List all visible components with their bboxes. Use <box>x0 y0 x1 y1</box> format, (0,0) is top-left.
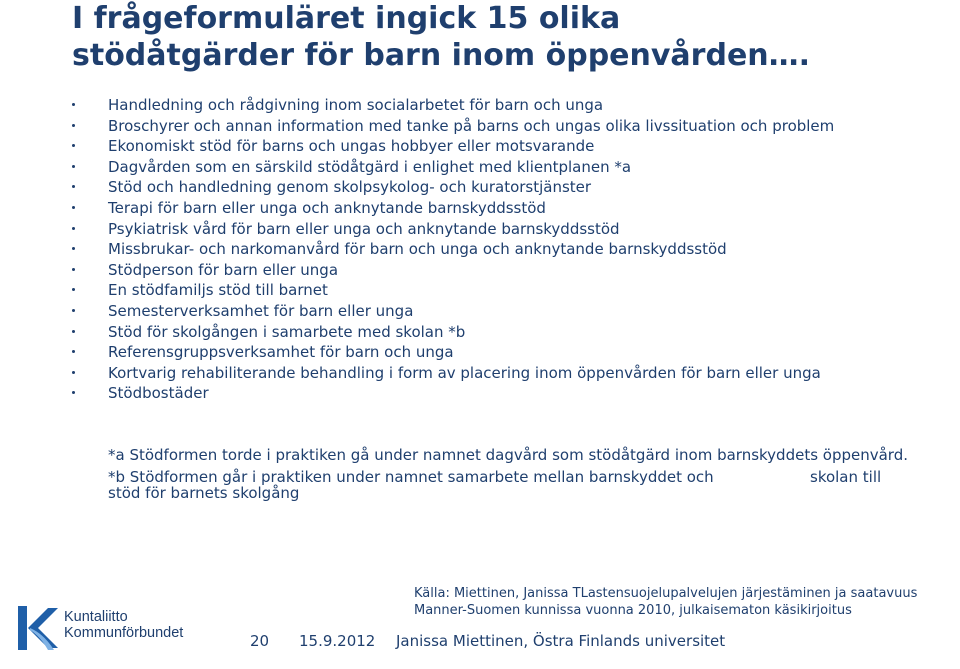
footer-author: Janissa Miettinen, Östra Finlands universitet <box>396 632 726 650</box>
footnote-a: *a Stödformen torde i praktiken gå under namnet dagvård som stödåtgärd inom barnskyddets öppenvård. <box>108 446 908 464</box>
page-number: 20 <box>250 632 270 650</box>
list-item: Terapi för barn eller unga och anknytande barnskyddsstöd <box>72 200 902 216</box>
list-item: Ekonomiskt stöd för barns och ungas hobbyer eller motsvarande <box>72 138 902 154</box>
bullet-icon <box>72 165 75 168</box>
title-line-1: I frågeformuläret ingick 15 olika <box>72 1 621 36</box>
list-item: Broschyrer och annan information med tanke på barns och ungas olika livssituation och problem <box>72 118 902 134</box>
list-item: Semesterverksamhet för barn eller unga <box>72 303 902 319</box>
page-title <box>72 0 810 74</box>
bullet-icon <box>72 330 75 333</box>
list-item: Kortvarig rehabiliterande behandling i form av placering inom öppenvården för barn eller unga <box>72 365 902 381</box>
bullet-icon <box>72 350 75 353</box>
bullet-icon <box>72 247 75 250</box>
bullet-icon <box>72 391 75 394</box>
logo-line-2: Kommunförbundet <box>64 625 184 641</box>
kuntaliitto-logo <box>14 604 184 652</box>
bullet-icon <box>72 144 75 147</box>
bullet-icon <box>72 103 75 106</box>
source-citation <box>414 585 917 619</box>
footnote-b-part-1: *b Stödformen går i praktiken under namnet samarbete mellan barnskyddet och <box>108 468 714 486</box>
logo-line-1: Kuntaliitto <box>64 609 128 625</box>
list-item: Stödbostäder <box>72 385 902 401</box>
source-line-1: Källa: Miettinen, Janissa TLastensuojelupalvelujen järjestäminen ja saatavuus <box>414 586 918 601</box>
footnote-b-part-3: stöd för barnets skolgång <box>108 484 300 502</box>
bullet-icon <box>72 227 75 230</box>
footnote-b <box>108 469 908 501</box>
support-measures-list <box>72 97 902 406</box>
footer-date: 15.9.2012 <box>299 632 376 650</box>
footnotes <box>108 447 908 507</box>
bullet-icon <box>72 288 75 291</box>
list-item: En stödfamiljs stöd till barnet <box>72 282 902 298</box>
bullet-icon <box>72 185 75 188</box>
bullet-icon <box>72 371 75 374</box>
bullet-icon <box>72 124 75 127</box>
logo-text <box>64 609 183 641</box>
kuntaliitto-logo-icon <box>14 604 60 652</box>
list-item: Referensgruppsverksamhet för barn och unga <box>72 344 902 360</box>
list-item: Handledning och rådgivning inom socialarbetet för barn och unga <box>72 97 902 113</box>
list-item: Stöd och handledning genom skolpsykolog- och kuratorstjänster <box>72 179 902 195</box>
bullet-icon <box>72 268 75 271</box>
bullet-icon <box>72 206 75 209</box>
source-line-2: Manner-Suomen kunnissa vuonna 2010, julkaisematon käsikirjoitus <box>414 603 852 618</box>
list-item: Dagvården som en särskild stödåtgärd i enlighet med klientplanen *a <box>72 159 902 175</box>
footnote-b-part-2: skolan till <box>810 468 882 486</box>
bullet-icon <box>72 309 75 312</box>
list-item: Missbrukar- och narkomanvård för barn och unga och anknytande barnskyddsstöd <box>72 241 902 257</box>
list-item: Stödperson för barn eller unga <box>72 262 902 278</box>
title-line-2: stödåtgärder för barn inom öppenvården…. <box>72 38 811 73</box>
list-item: Psykiatrisk vård för barn eller unga och anknytande barnskyddsstöd <box>72 221 902 237</box>
list-item: Stöd för skolgången i samarbete med skolan *b <box>72 324 902 340</box>
